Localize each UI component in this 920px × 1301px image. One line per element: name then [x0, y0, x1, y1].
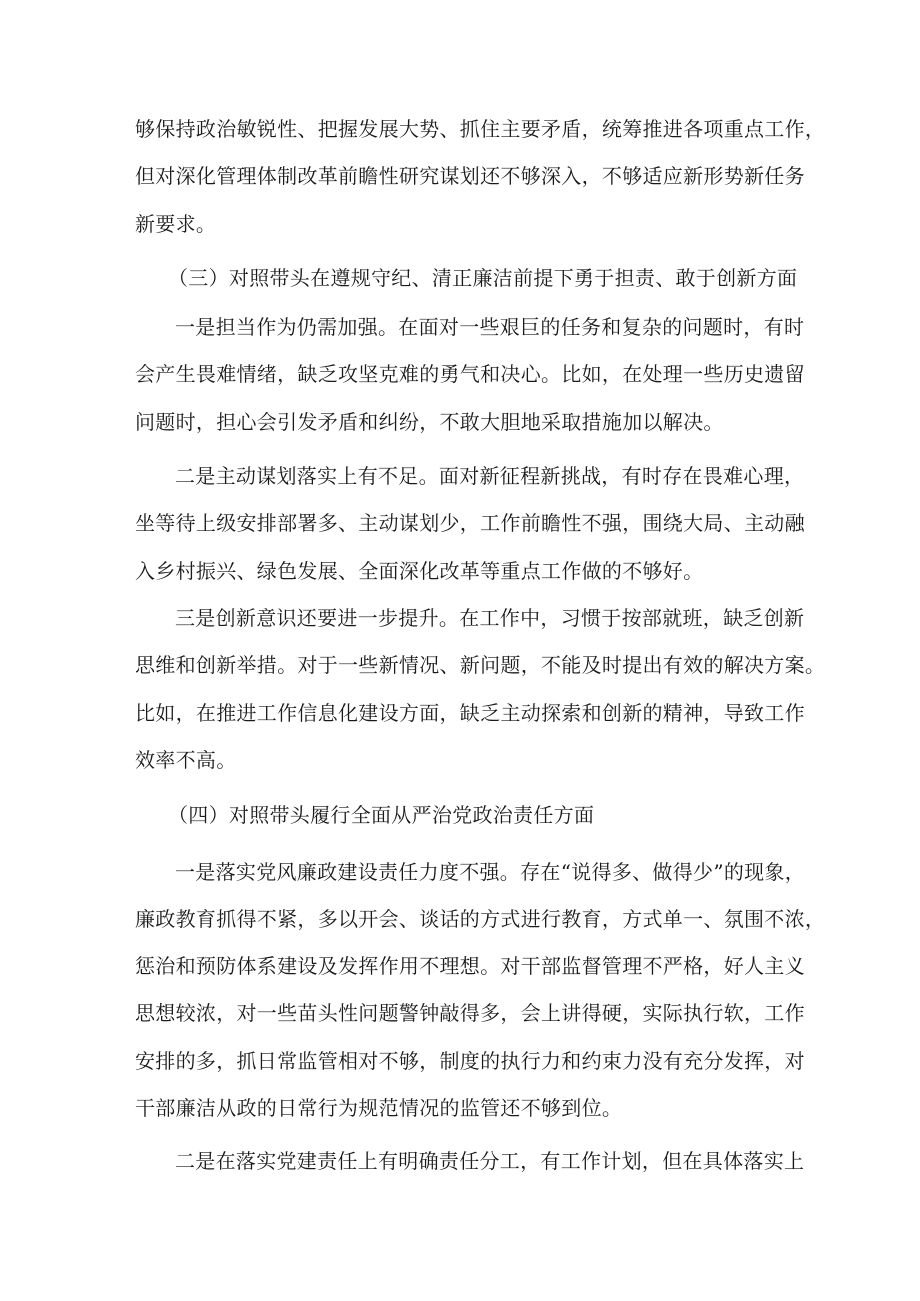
text-line: 会产生畏难情绪，缺乏攻坚克难的勇气和决心。比如，在处理一些历史遗留: [135, 362, 805, 386]
paragraph-first-line: 二是主动谋划落实上有不足。面对新征程新挑战，有时存在畏难心理，: [175, 464, 805, 488]
text-line: 问题时，担心会引发矛盾和纠纷，不敢大胆地采取措施加以解决。: [135, 410, 724, 434]
text-line: 够保持政治敏锐性、把握发展大势、抓住主要矛盾，统筹推进各项重点工作，: [135, 117, 826, 141]
section-heading-3: （三）对照带头在遵规守纪、清正廉洁前提下勇于担责、敢于创新方面: [168, 266, 798, 290]
paragraph-first-line: 一是担当作为仍需加强。在面对一些艰巨的任务和复杂的问题时，有时: [175, 315, 805, 339]
paragraph-first-line: 二是在落实党建责任上有明确责任分工，有工作计划，但在具体落实上: [175, 1149, 805, 1173]
text-line: 但对深化管理体制改革前瞻性研究谋划还不够深入，不够适应新形势新任务: [135, 164, 805, 188]
text-line: 入乡村振兴、绿色发展、全面深化改革等重点工作做的不够好。: [135, 559, 704, 583]
text-line: 惩治和预防体系建设及发挥作用不理想。对干部监督管理不严格，好人主义: [135, 954, 805, 978]
text-line: 效率不高。: [135, 748, 237, 772]
text-line: 干部廉洁从政的日常行为规范情况的监管还不够到位。: [135, 1096, 623, 1120]
text-line: 新要求。: [135, 212, 217, 236]
text-line: 思想较浓，对一些苗头性问题警钟敲得多，会上讲得硬，实际执行软，工作: [135, 1001, 805, 1025]
text-line: 比如，在推进工作信息化建设方面，缺乏主动探索和创新的精神，导致工作: [135, 701, 805, 725]
paragraph-first-line: 一是落实党风廉政建设责任力度不强。存在“说得多、做得少”的现象，: [175, 860, 806, 884]
paragraph-first-line: 三是创新意识还要进一步提升。在工作中，习惯于按部就班，缺乏创新: [175, 606, 805, 630]
text-line: 廉政教育抓得不紧，多以开会、谈话的方式进行教育，方式单一、氛围不浓，: [135, 907, 826, 931]
section-heading-4: （四）对照带头履行全面从严治党政治责任方面: [168, 803, 595, 827]
text-line: 安排的多，抓日常监管相对不够，制度的执行力和约束力没有充分发挥，对: [135, 1049, 805, 1073]
text-line: 坐等待上级安排部署多、主动谋划少，工作前瞻性不强，围绕大局、主动融: [135, 511, 805, 535]
text-line: 思维和创新举措。对于一些新情况、新问题，不能及时提出有效的解决方案。: [135, 653, 826, 677]
